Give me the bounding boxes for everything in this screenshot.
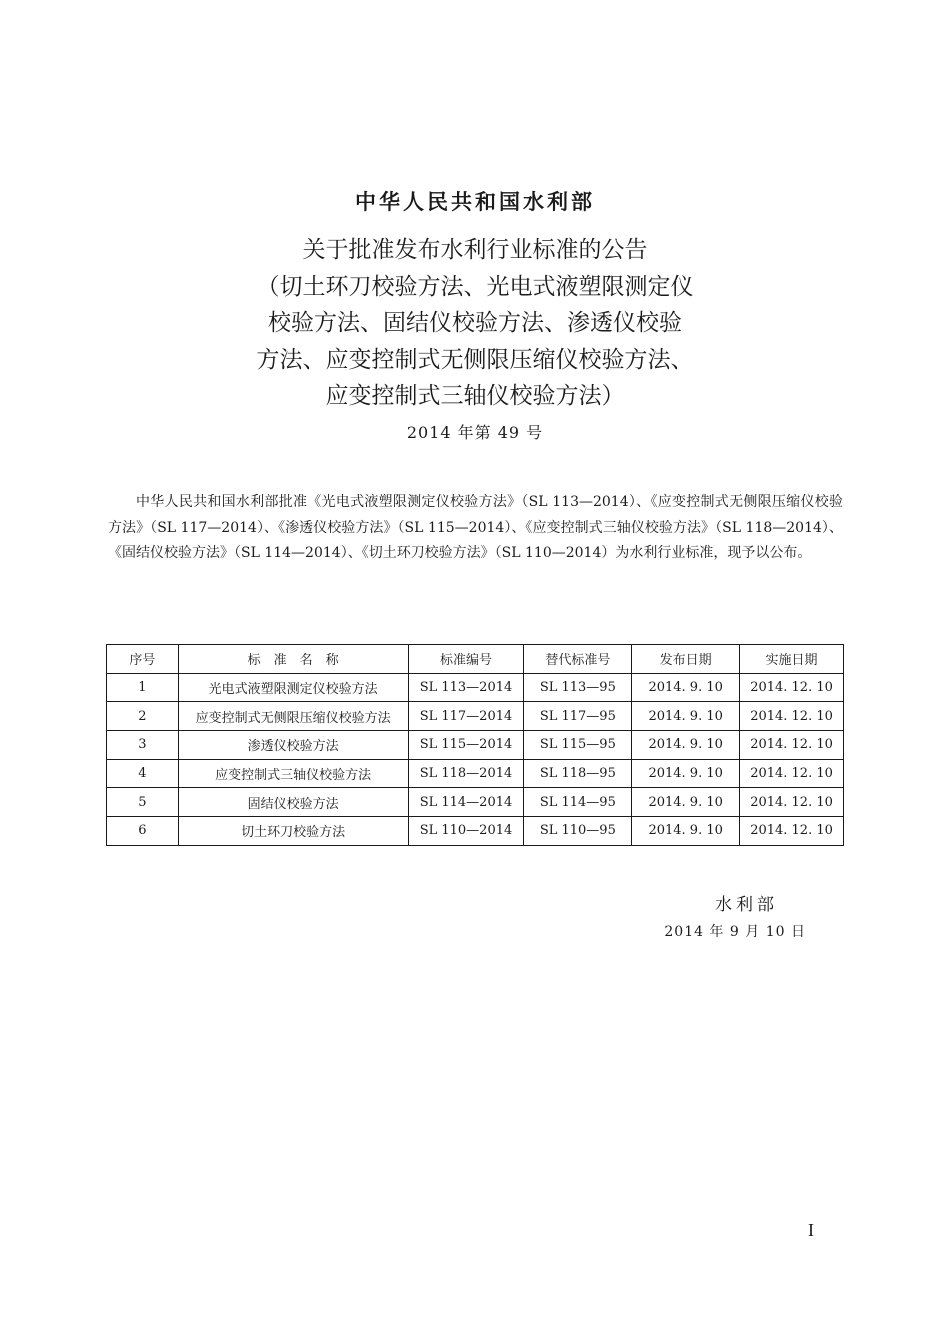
cell-replaced-number: SL 117—95 [524, 702, 632, 731]
cell-standard-number: SL 118—2014 [408, 759, 524, 788]
body-paragraph: 中华人民共和国水利部批准《光电式液塑限测定仪校验方法》（SL 113—2014）、《应变控制式无侧限压缩仪校验方法》（SL 117—2014）、《渗透仪校验方法》（SL 115—2014）、《应变控制式三轴仪校验方法》（SL 118—2014）、《固结仪校验方法》（SL 114—2014）、《切土环刀校验方法》（SL 110—2014）为水利行业标准，现予以公布。 [108, 494, 843, 562]
cell-replaced-number: SL 110—95 [524, 817, 632, 846]
cell-standard-name: 应变控制式无侧限压缩仪校验方法 [178, 702, 408, 731]
cell-index: 4 [107, 759, 179, 788]
cell-effective-date: 2014. 12. 10 [740, 759, 844, 788]
cell-standard-number: SL 114—2014 [408, 788, 524, 817]
table-row [107, 731, 844, 760]
cell-standard-name: 应变控制式三轴仪校验方法 [178, 759, 408, 788]
cell-index: 1 [107, 673, 179, 702]
header-replaced-number: 替代标准号 [524, 645, 632, 674]
cell-effective-date: 2014. 12. 10 [740, 731, 844, 760]
table-header-row [107, 645, 844, 674]
cell-standard-name: 光电式液塑限测定仪校验方法 [178, 673, 408, 702]
table-row [107, 817, 844, 846]
title-line: 校验方法、固结仪校验方法、渗透仪校验 [268, 310, 682, 336]
cell-index: 5 [107, 788, 179, 817]
cell-replaced-number: SL 118—95 [524, 759, 632, 788]
cell-effective-date: 2014. 12. 10 [740, 817, 844, 846]
announcement-title [0, 232, 950, 415]
cell-release-date: 2014. 9. 10 [632, 788, 740, 817]
cell-effective-date: 2014. 12. 10 [740, 702, 844, 731]
announcement-body [108, 490, 843, 567]
header-release-date: 发布日期 [632, 645, 740, 674]
title-line: 方法、应变控制式无侧限压缩仪校验方法、 [256, 346, 694, 373]
header-standard-name: 标 准 名 称 [178, 645, 408, 674]
header-index: 序号 [107, 645, 179, 674]
title-line: 关于批准发布水利行业标准的公告 [302, 237, 648, 263]
title-line: （切土环刀校验方法、光电式液塑限测定仪 [256, 273, 694, 300]
cell-release-date: 2014. 9. 10 [632, 702, 740, 731]
document-number: 2014 年第 49 号 [406, 423, 544, 442]
cell-index: 6 [107, 817, 179, 846]
cell-release-date: 2014. 9. 10 [632, 673, 740, 702]
cell-index: 3 [107, 731, 179, 760]
cell-release-date: 2014. 9. 10 [632, 759, 740, 788]
cell-standard-name: 切土环刀校验方法 [178, 817, 408, 846]
table-row [107, 788, 844, 817]
signature-date: 2014 年 9 月 10 日 [664, 924, 806, 940]
issuing-department: 中华人民共和国水利部 [355, 190, 595, 214]
cell-standard-name: 固结仪校验方法 [178, 788, 408, 817]
table-row [107, 673, 844, 702]
cell-standard-number: SL 113—2014 [408, 673, 524, 702]
cell-standard-number: SL 117—2014 [408, 702, 524, 731]
standards-table [106, 644, 844, 846]
cell-index: 2 [107, 702, 179, 731]
cell-standard-number: SL 110—2014 [408, 817, 524, 846]
header-standard-number: 标准编号 [408, 645, 524, 674]
cell-release-date: 2014. 9. 10 [632, 731, 740, 760]
cell-replaced-number: SL 115—95 [524, 731, 632, 760]
signature-organization: 水利部 [715, 895, 778, 915]
cell-release-date: 2014. 9. 10 [632, 817, 740, 846]
cell-standard-name: 渗透仪校验方法 [178, 731, 408, 760]
cell-standard-number: SL 115—2014 [408, 731, 524, 760]
cell-effective-date: 2014. 12. 10 [740, 673, 844, 702]
title-line: 应变控制式三轴仪校验方法） [325, 383, 625, 409]
header-effective-date: 实施日期 [740, 645, 844, 674]
table-row [107, 702, 844, 731]
cell-replaced-number: SL 114—95 [524, 788, 632, 817]
cell-replaced-number: SL 113—95 [524, 673, 632, 702]
table-row [107, 759, 844, 788]
cell-effective-date: 2014. 12. 10 [740, 788, 844, 817]
page-number: I [808, 1220, 814, 1240]
